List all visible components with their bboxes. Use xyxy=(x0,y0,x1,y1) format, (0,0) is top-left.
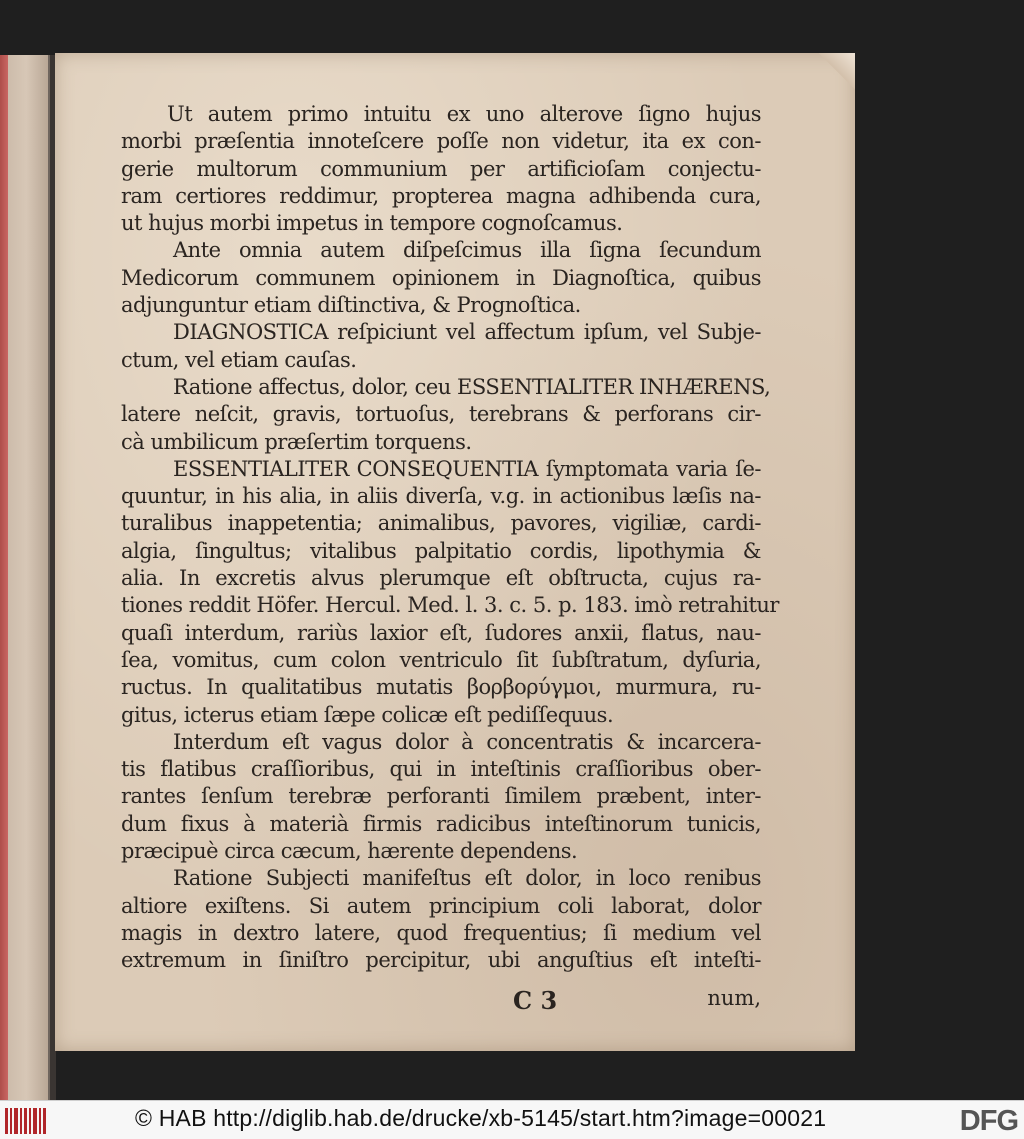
text-line: ructus. In qualitatibus mutatis βορβορύγμοι, murmura, ru- xyxy=(121,675,761,700)
text-line: latere neſcit, gravis, tortuoſus, terebrans & perforans cir- xyxy=(121,402,761,427)
text-line: Ut autem primo intuitu ex uno alterove ſigno hujus xyxy=(167,102,761,126)
credit-link[interactable]: © HAB http://diglib.hab.de/drucke/xb-5145/start.htm?image=00021 xyxy=(135,1105,827,1131)
text-line: tiones reddit Höfer. Hercul. Med. l. 3. c. 5. p. 183. imò retrahitur xyxy=(121,593,779,618)
text-line: ESSENTIALITER CONSEQUENTIA ſymptomata varia ſe- xyxy=(173,456,761,481)
text-line: ut hujus morbi impetus in tempore cognoſcamus. xyxy=(121,211,623,236)
text-line: Ante omnia autem diſpeſcimus illa ſigna ſecundum xyxy=(173,238,761,263)
page-text xyxy=(121,101,779,975)
text-line: Interdum eſt vagus dolor à concentratis & incarcera- xyxy=(173,729,761,754)
book-page xyxy=(55,53,855,1051)
text-line: dum fixus à materià firmis radicibus inteſtinorum tunicis, xyxy=(121,811,761,836)
page-edge-marker xyxy=(0,55,8,1100)
signature-mark: C 3 xyxy=(513,986,558,1015)
text-line: alia. In excretis alvus plerumque eſt obſtructa, cujus ra- xyxy=(121,566,761,591)
text-line: magis in dextro latere, quod frequentius; ſi medium vel xyxy=(121,920,761,945)
text-line: adjunguntur etiam diſtinctiva, & Prognoſtica. xyxy=(121,293,581,318)
text-line: quaſi interdum, rariùs laxior eſt, ſudores anxii, flatus, nau- xyxy=(121,620,761,645)
text-line: præcipuè circa cæcum, hærente dependens. xyxy=(121,839,578,864)
text-line: algia, ſingultus; vitalibus palpitatio cordis, lipothymia & xyxy=(121,538,761,563)
text-line: Medicorum communem opinionem in Diagnoſtica, quibus xyxy=(121,265,761,290)
text-line: cà umbilicum præſertim torquens. xyxy=(121,429,472,454)
page-corner xyxy=(815,53,855,93)
text-line: morbi præſentia innoteſcere poſſe non videtur, ita ex con- xyxy=(121,129,761,154)
text-line: altiore exiſtens. Si autem principium coli laborat, dolor xyxy=(121,893,761,918)
text-line: ram certiores reddimur, propterea magna adhibenda cura, xyxy=(121,183,761,208)
dfg-logo: DFG xyxy=(959,1105,1018,1137)
text-line: gitus, icterus etiam ſæpe colicæ eſt pediſſequus. xyxy=(121,702,614,727)
text-line: quuntur, in his alia, in aliis diverſa, v.g. in actionibus læſis na- xyxy=(121,484,761,509)
previous-page-edge xyxy=(0,55,50,1100)
text-line: turalibus inappetentia; animalibus, pavores, vigiliæ, cardi- xyxy=(121,511,761,536)
text-line: tis flatibus craſſioribus, qui in inteſtinis craſſioribus ober- xyxy=(121,757,761,782)
text-line: extremum in ſiniſtro percipitur, ubi anguſtius eſt inteſti- xyxy=(121,948,761,973)
text-line: DIAGNOSTICA reſpiciunt vel affectum ipſum, vel Subje- xyxy=(173,320,761,345)
credit-bar xyxy=(0,1100,1024,1139)
catchword: num, xyxy=(707,986,761,1010)
text-line: ctum, vel etiam cauſas. xyxy=(121,347,357,372)
text-line: ſea, vomitus, cum colon ventriculo ſit ſubſtratum, dyſuria, xyxy=(121,647,761,672)
text-line: Ratione affectus, dolor, ceu ESSENTIALITER INHÆRENS, xyxy=(173,374,771,399)
text-line: rantes ſenſum terebræ perforanti ſimilem præbent, inter- xyxy=(121,784,761,809)
library-barcode-icon xyxy=(5,1108,47,1134)
text-line: Ratione Subjecti manifeſtus eſt dolor, in loco renibus xyxy=(173,866,761,891)
text-line: gerie multorum communium per artificioſam conjectu- xyxy=(121,156,761,181)
page-footer xyxy=(121,986,761,1068)
